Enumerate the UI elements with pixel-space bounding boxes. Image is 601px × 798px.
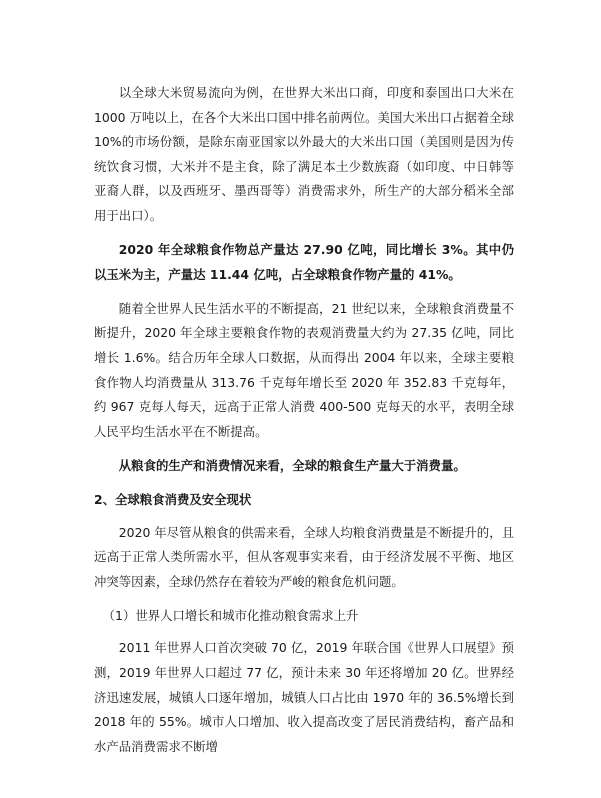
paragraph-population-growth: 2011 年世界人口首次突破 70 亿，2019 年联合国《世界人口展望》预测，2019 年世界人口超过 77 亿，预计未来 30 年还将增加 20 亿。世界经济迅速发展，城镇人口逐年增加，城镇人口占比由 1970 年的 36.5%增长到 2018 年的 55%。城市人口增加、收入提高改变了居民消费结构，畜产品和水产品消费需求不断增 [94,640,514,754]
section-heading: 2、全球粮食消费及安全现状 [94,491,252,507]
paragraph-production-vs-consumption: 从粮食的生产和消费情况来看，全球的粮食生产量大于消费量。 [118,457,466,473]
paragraph-grain-production: 2020 年全球粮食作物总产量达 27.90 亿吨，同比增长 3%。其中仍以玉米为主，产量达 11.44 亿吨，占全球粮食作物产量的 41%。 [94,242,514,282]
paragraph-food-crisis: 2020 年尽管从粮食的供需来看，全球人均粮食消费量是不断提升的，且远高于正常人类所需水平，但从客观事实来看，由于经济发展不平衡、地区冲突等因素，全球仍然存在着较为严峻的粮食危机问题。 [94,524,514,589]
paragraph-grain-consumption: 随着全世界人民生活水平的不断提高，21 世纪以来，全球粮食消费量不断提升，2020 年全球主要粮食作物的表观消费量大约为 27.35 亿吨，同比增长 1.6%。结合历年全球人口数据，从而得出 2004 年以来，全球主要粮食作物人均消费量从 313.76 千克每年增长至 2020 年 352.83 千克每年，约 967 克每人每天，远高于正常人消费 400-500 克每天的水平，表明全球人民平均生活水平在不断提高。 [94,300,514,439]
document-body [94,81,514,769]
subsection-heading: （1）世界人口增长和城市化推动粮食需求上升 [102,607,359,623]
paragraph-rice-trade: 以全球大米贸易流向为例，在世界大米出口商，印度和泰国出口大米在 1000 万吨以上，在各个大米出口国中排名前两位。美国大米出口占据着全球 10%的市场份额，是除东南亚国家以外最大的大米出口国（美国则是因为传统饮食习惯，大米并不是主食，除了满足本土少数族裔（如印度、中日韩等亚裔人群，以及西班牙、墨西哥等）消费需求外，所生产的大部分稻米全部用于出口）。 [94,85,514,223]
